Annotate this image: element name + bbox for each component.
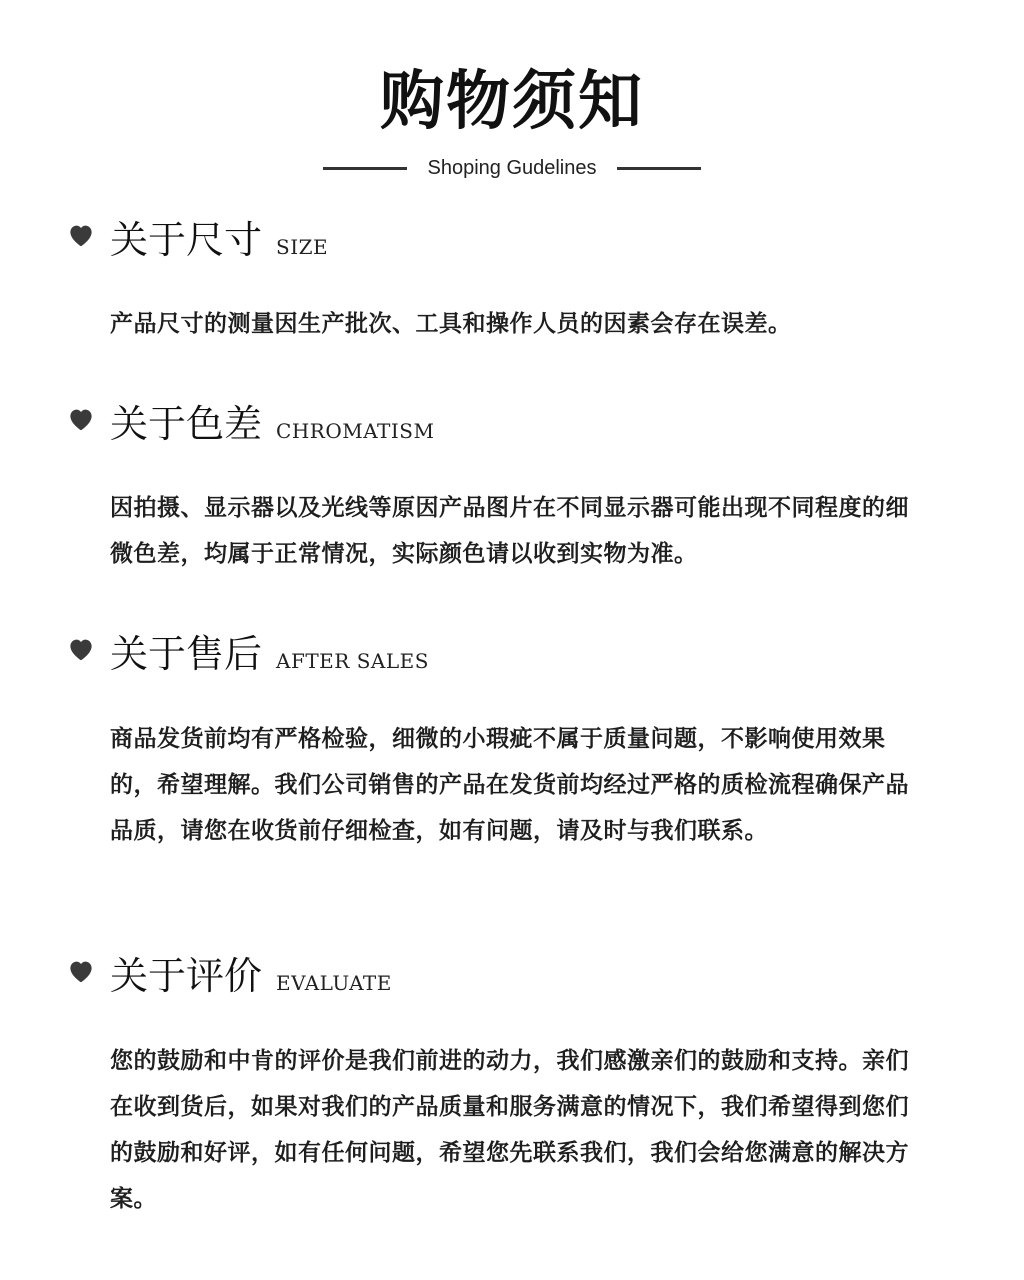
page-subtitle: Shoping Gudelines [427, 156, 597, 179]
section-title-en: AFTER SALES [276, 649, 429, 673]
section-body: 商品发货前均有严格检验，细微的小瑕疵不属于质量问题，不影响使用效果的，希望理解。我们公司销售的产品在发货前均经过严格的质检流程确保产品品质，请您在收货前仔细检查，如有问题，请及时与我们联系。 [110, 726, 909, 844]
section-title-cn: 关于评价 [110, 954, 263, 998]
heart-icon [66, 404, 96, 434]
section-title-en: SIZE [276, 235, 329, 259]
heart-icon [66, 220, 96, 250]
section-heading [66, 208, 328, 264]
page-title: 购物须知 [380, 65, 644, 139]
subtitle-divider-left [323, 167, 407, 170]
section-heading [66, 392, 434, 448]
section-title-en: EVALUATE [276, 971, 392, 995]
section-title-cn: 关于色差 [110, 402, 263, 446]
section-body: 因拍摄、显示器以及光线等原因产品图片在不同显示器可能出现不同程度的细微色差，均属于正常情况，实际颜色请以收到实物为准。 [110, 495, 909, 567]
section-body: 产品尺寸的测量因生产批次、工具和操作人员的因素会存在误差。 [110, 311, 792, 337]
section-title-cn: 关于售后 [110, 632, 263, 676]
section-body: 您的鼓励和中肯的评价是我们前进的动力，我们感激亲们的鼓励和支持。亲们在收到货后，如果对我们的产品质量和服务满意的情况下，我们希望得到您们的鼓励和好评，如有任何问题，希望您先联系我们，我们会给您满意的解决方案。 [110, 1048, 909, 1212]
section-title-cn: 关于尺寸 [110, 218, 263, 262]
subtitle-row [0, 152, 1024, 184]
section-title-en: CHROMATISM [276, 419, 435, 443]
subtitle-divider-right [617, 167, 701, 170]
section-heading [66, 944, 392, 1000]
heart-icon [66, 956, 96, 986]
heart-icon [66, 634, 96, 664]
section-heading [66, 622, 429, 678]
